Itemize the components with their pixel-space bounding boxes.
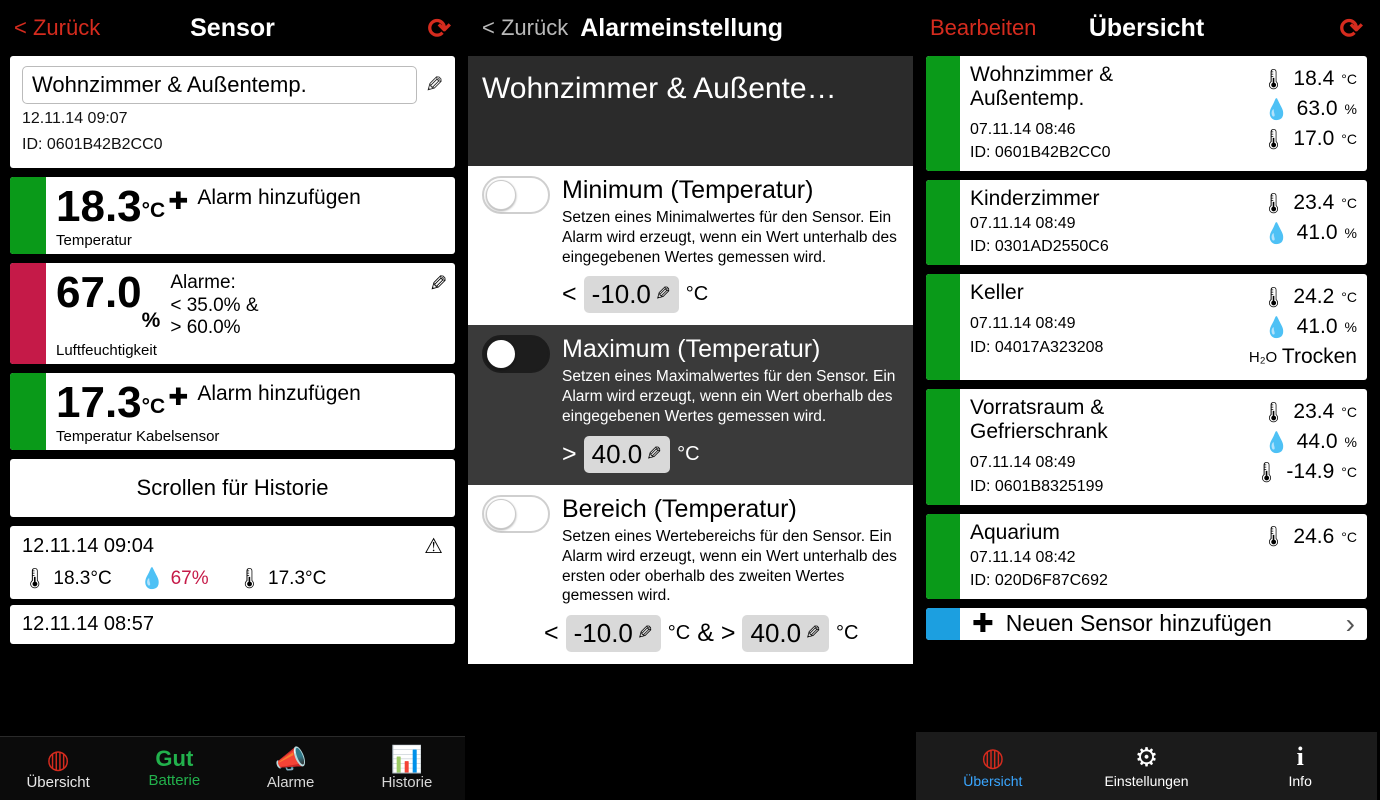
refresh-icon[interactable]: ⟳ bbox=[1339, 12, 1363, 44]
cable-thermometer-icon: 🌡 bbox=[1260, 128, 1287, 151]
pencil-icon: ✎ bbox=[636, 623, 653, 645]
alarm-title: Minimum (Temperatur) bbox=[562, 176, 814, 204]
reading-value: 63.0 bbox=[1296, 97, 1338, 120]
measurement-value: 67.0 bbox=[56, 267, 142, 317]
reading-row bbox=[1217, 397, 1357, 427]
reading-value: 24.6 bbox=[1293, 524, 1335, 548]
thermometer-icon: 🌡 bbox=[1260, 286, 1287, 309]
history-row[interactable] bbox=[10, 605, 455, 644]
edit-button[interactable]: Bearbeiten bbox=[930, 15, 1037, 40]
alarm-description: Setzen eines Minimalwertes für den Sensor. Ein Alarm wird erzeugt, wenn ein Wert unterhalb des eingegebenen Wertes gemessen wird. bbox=[562, 209, 897, 266]
reading-unit: °C bbox=[1341, 464, 1357, 481]
measurement-body bbox=[46, 263, 455, 364]
alarm-description: Setzen eines Maximalwertes für den Sensor. Ein Alarm wird erzeugt, wenn ein Wert oberhalb des eingegebenen Wertes gemessen wird. bbox=[562, 368, 896, 426]
measurement-body bbox=[46, 373, 455, 450]
value-text: -10.0 bbox=[591, 279, 651, 310]
humidity-drop-icon: 💧 bbox=[1264, 98, 1290, 121]
measurement-label: Temperatur bbox=[56, 231, 132, 249]
alarm-title: Bereich (Temperatur) bbox=[562, 494, 797, 523]
range-min-input[interactable] bbox=[566, 615, 661, 652]
reading-row bbox=[1217, 64, 1357, 94]
sensor-timestamp: 07.11.14 08:49 bbox=[970, 454, 1076, 472]
status-swatch bbox=[926, 514, 960, 599]
history-row[interactable] bbox=[10, 526, 455, 599]
value-row bbox=[56, 181, 445, 231]
toggle-maximum[interactable] bbox=[482, 335, 550, 373]
reading-row bbox=[1217, 282, 1357, 312]
status-swatch bbox=[926, 389, 960, 504]
alarm-input-row bbox=[482, 436, 899, 473]
operator-label: < bbox=[544, 619, 559, 648]
reading-value: -14.9 bbox=[1286, 460, 1335, 484]
sensor-list-item[interactable] bbox=[926, 180, 1367, 265]
tab-uebersicht[interactable] bbox=[916, 732, 1070, 800]
sensor-readings bbox=[1217, 274, 1367, 380]
reading-value: 17.0 bbox=[1293, 127, 1335, 150]
humidity-drop-icon: 💧 bbox=[1264, 431, 1290, 454]
plus-circle-icon[interactable]: ✚ bbox=[168, 384, 189, 412]
operator-label-2: & > bbox=[697, 619, 736, 648]
humidity-drop-icon: 💧 bbox=[139, 568, 165, 591]
reading-unit: °C bbox=[1341, 528, 1357, 545]
tab-einstellungen[interactable] bbox=[1070, 732, 1224, 800]
measurement-label: Luftfeuchtigkeit bbox=[56, 342, 157, 360]
maximum-value-input[interactable] bbox=[584, 436, 671, 473]
history-temp: 18.3°C bbox=[53, 567, 112, 589]
reading-value: 41.0 bbox=[1296, 315, 1338, 339]
humidity-drop-icon: 💧 bbox=[1264, 316, 1290, 339]
plus-circle-icon: ✚ bbox=[972, 608, 994, 639]
reading-row bbox=[1217, 312, 1357, 342]
megaphone-icon: 📣 bbox=[274, 744, 307, 774]
operator-label: < bbox=[562, 280, 577, 309]
refresh-icon[interactable]: ⟳ bbox=[427, 12, 451, 44]
sensor-timestamp: 07.11.14 08:49 bbox=[970, 315, 1076, 333]
tab-label: Historie bbox=[381, 774, 433, 791]
unit-label: °C bbox=[667, 622, 691, 645]
reading-unit: °C bbox=[1341, 195, 1357, 212]
status-swatch bbox=[10, 263, 46, 364]
water-h2o-icon: H₂O bbox=[1248, 348, 1278, 366]
reading-value: 23.4 bbox=[1293, 191, 1335, 215]
reading-unit: % bbox=[1344, 434, 1357, 451]
sensor-id: ID: 0601B42B2CC0 bbox=[970, 144, 1111, 162]
chevron-right-icon: › bbox=[1345, 607, 1355, 639]
overview-screen bbox=[916, 0, 1377, 800]
reading-unit: °C bbox=[1341, 289, 1357, 306]
gauge-icon: ◍ bbox=[46, 744, 70, 774]
add-alarm-label[interactable]: Alarm hinzufügen bbox=[197, 382, 361, 406]
alarm-input-row bbox=[482, 276, 899, 313]
tab-label: Übersicht bbox=[963, 772, 1023, 789]
page-title: Sensor bbox=[190, 13, 275, 42]
history-row-header bbox=[22, 534, 443, 559]
measurement-body bbox=[46, 177, 455, 254]
reading-unit: % bbox=[1344, 225, 1357, 242]
reading-unit: °C bbox=[1341, 71, 1357, 87]
reading-unit: °C bbox=[1341, 404, 1357, 421]
sensor-detail-body bbox=[0, 56, 465, 644]
reading-unit: % bbox=[1344, 101, 1357, 117]
reading-row bbox=[1217, 522, 1357, 552]
alarm-block-minimum bbox=[468, 166, 913, 325]
measurement-card-temperature[interactable] bbox=[10, 177, 455, 254]
tab-label: Alarme bbox=[266, 774, 315, 791]
sensor-info bbox=[960, 56, 1217, 171]
cable-thermometer-icon: 🌡 bbox=[1253, 461, 1280, 484]
sensor-id: ID: 0601B8325199 bbox=[970, 477, 1104, 495]
alarm-block-maximum bbox=[468, 325, 913, 484]
sensor-info bbox=[960, 389, 1217, 504]
alarm-title: Maximum (Temperatur) bbox=[562, 335, 821, 364]
status-swatch bbox=[926, 180, 960, 265]
reading-value: 18.4 bbox=[1293, 67, 1335, 90]
history-timestamp: 12.11.14 09:04 bbox=[22, 535, 154, 558]
thermometer-icon: 🌡 bbox=[1260, 68, 1287, 91]
sensor-id: ID: 0301AD2550C6 bbox=[970, 238, 1109, 256]
measurement-unit: °C bbox=[141, 395, 166, 419]
reading-row bbox=[1217, 124, 1357, 154]
pencil-icon: ✎ bbox=[646, 443, 663, 465]
alarm-summary-high: > 60.0% bbox=[170, 317, 241, 339]
reading-row bbox=[1217, 457, 1357, 487]
pencil-icon: ✎ bbox=[805, 623, 822, 645]
alarm-head bbox=[482, 495, 899, 606]
reading-row bbox=[1217, 188, 1357, 218]
sensor-list-item[interactable] bbox=[926, 56, 1367, 171]
sensor-readings bbox=[1217, 514, 1367, 599]
sensor-readings bbox=[1217, 56, 1367, 171]
navbar-overview bbox=[916, 0, 1377, 56]
sensor-header-card bbox=[10, 56, 455, 168]
alarm-head bbox=[482, 176, 899, 267]
history-row-header bbox=[22, 613, 443, 636]
navbar-alarm bbox=[468, 0, 913, 56]
sensor-list-item[interactable] bbox=[926, 389, 1367, 504]
unit-label: °C bbox=[685, 283, 709, 306]
sensor-info bbox=[960, 180, 1217, 265]
reading-unit: °C bbox=[1341, 131, 1357, 147]
reading-row bbox=[1217, 342, 1357, 372]
sensor-id: ID: 020D6F87C692 bbox=[970, 571, 1108, 589]
info-icon: i bbox=[1296, 741, 1304, 771]
sensor-list-item[interactable] bbox=[926, 274, 1367, 380]
unit-label: °C bbox=[677, 442, 700, 465]
value-row bbox=[56, 267, 445, 340]
thermometer-icon: 🌡 bbox=[1260, 192, 1287, 215]
tab-uebersicht[interactable] bbox=[0, 737, 116, 800]
measurement-card-cable-temperature[interactable] bbox=[10, 373, 455, 450]
alarm-description: Setzen eines Wertebereichs für den Sensor. Ein Alarm wird erzeugt, wenn ein Wert unterhalb des ersten oder oberhalb des zweiten Wertes gemessen wird. bbox=[562, 527, 897, 605]
value-text: 40.0 bbox=[591, 438, 643, 469]
tab-historie[interactable] bbox=[349, 737, 465, 800]
sensor-detail-screen bbox=[0, 0, 468, 800]
sensor-name: Vorratsraum & Gefrierschrank bbox=[970, 396, 1108, 444]
alarm-block-range bbox=[468, 485, 913, 664]
bar-chart-icon: 📊 bbox=[390, 744, 424, 774]
reading-value: 44.0 bbox=[1296, 430, 1338, 454]
alarm-summary bbox=[170, 270, 445, 340]
alarm-head bbox=[482, 335, 899, 426]
measurement-value: 17.3 bbox=[56, 378, 142, 428]
sensor-list bbox=[916, 56, 1377, 640]
sensor-info bbox=[960, 514, 1217, 599]
sensor-id: ID: 04017A323208 bbox=[970, 338, 1104, 356]
scroll-for-history[interactable]: Scrollen für Historie bbox=[10, 459, 455, 517]
status-swatch bbox=[926, 56, 960, 171]
page-title: Übersicht bbox=[1088, 13, 1205, 42]
history-humidity: 67% bbox=[170, 567, 209, 589]
reading-value: Trocken bbox=[1281, 345, 1357, 369]
value-text: -10.0 bbox=[573, 618, 633, 649]
history-temp2: 17.3°C bbox=[268, 567, 327, 589]
sensor-timestamp: 07.11.14 08:46 bbox=[970, 121, 1076, 138]
range-max-input[interactable] bbox=[742, 615, 829, 652]
pencil-icon[interactable]: ✎ bbox=[424, 72, 443, 97]
sensor-timestamp: 07.11.14 08:42 bbox=[970, 548, 1076, 566]
minimum-value-input[interactable] bbox=[584, 276, 679, 313]
sensor-readings bbox=[1217, 180, 1367, 265]
reading-value: 24.2 bbox=[1293, 285, 1335, 309]
sensor-name: Wohnzimmer & Außentemp. bbox=[970, 63, 1114, 110]
tab-label: Info bbox=[1288, 772, 1312, 789]
sensor-name: Keller bbox=[970, 281, 1024, 305]
measurement-value: 18.3 bbox=[56, 181, 142, 231]
back-button[interactable]: < Zurück bbox=[14, 15, 101, 40]
sensor-readings bbox=[1217, 389, 1367, 504]
tab-alarme[interactable] bbox=[233, 737, 349, 800]
reading-row bbox=[1217, 94, 1357, 124]
reading-row bbox=[1217, 427, 1357, 457]
alarm-summary-low: < 35.0% & bbox=[170, 294, 259, 316]
history-values bbox=[22, 566, 443, 591]
sensor-list-item[interactable] bbox=[926, 514, 1367, 599]
status-swatch bbox=[10, 373, 46, 450]
gears-icon: ⚙ bbox=[1134, 741, 1159, 772]
toggle-minimum[interactable] bbox=[482, 176, 550, 214]
back-button[interactable]: < Zurück bbox=[482, 15, 569, 40]
sensor-name-row bbox=[22, 66, 443, 104]
value-text: 40.0 bbox=[750, 618, 802, 649]
pencil-icon[interactable]: ✎ bbox=[428, 270, 447, 296]
navbar-sensor bbox=[0, 0, 465, 56]
add-sensor-button[interactable] bbox=[926, 608, 1367, 640]
measurement-unit: °C bbox=[141, 198, 166, 222]
sensor-name: Aquarium bbox=[970, 520, 1060, 544]
plus-circle-icon[interactable]: ✚ bbox=[168, 187, 189, 215]
sensor-name-input[interactable]: Wohnzimmer & Außentemp. bbox=[22, 66, 417, 104]
status-swatch bbox=[926, 274, 960, 380]
pencil-icon: ✎ bbox=[654, 284, 671, 306]
alarm-settings-screen bbox=[468, 0, 916, 800]
sensor-timestamp: 12.11.14 09:07 bbox=[22, 110, 128, 127]
alarm-summary-title: Alarme: bbox=[170, 271, 236, 293]
warning-icon: ⚠ bbox=[424, 535, 443, 559]
battery-status-text: Gut bbox=[155, 746, 194, 771]
sensor-info bbox=[960, 274, 1217, 380]
toggle-range[interactable] bbox=[482, 495, 550, 533]
alarm-sensor-title: Wohnzimmer & Außente… bbox=[468, 56, 913, 166]
tabbar-panel3 bbox=[916, 732, 1377, 800]
measurement-unit: % bbox=[141, 309, 161, 333]
humidity-drop-icon: 💧 bbox=[1264, 222, 1290, 245]
thermometer-icon: 🌡 bbox=[1260, 401, 1287, 424]
gauge-icon: ◍ bbox=[981, 741, 1005, 772]
alarm-input-row bbox=[482, 615, 899, 652]
tab-batterie[interactable] bbox=[116, 737, 232, 800]
operator-label: > bbox=[562, 439, 577, 468]
reading-value: 23.4 bbox=[1293, 400, 1335, 424]
sensor-name: Kinderzimmer bbox=[970, 187, 1100, 211]
history-timestamp: 12.11.14 08:57 bbox=[22, 613, 154, 636]
tab-info[interactable] bbox=[1223, 732, 1377, 800]
add-sensor-label: Neuen Sensor hinzufügen bbox=[1005, 610, 1272, 637]
value-row bbox=[56, 380, 445, 426]
status-swatch bbox=[10, 177, 46, 254]
reading-row bbox=[1217, 218, 1357, 248]
tab-label: Batterie bbox=[148, 772, 201, 789]
thermometer-icon: 🌡 bbox=[22, 568, 48, 591]
unit-label-2: °C bbox=[836, 622, 859, 645]
measurement-label: Temperatur Kabelsensor bbox=[56, 428, 220, 446]
add-swatch bbox=[926, 608, 960, 640]
page-title: Alarmeinstellung bbox=[580, 13, 784, 42]
sensor-id: ID: 0601B42B2CC0 bbox=[22, 135, 163, 153]
add-alarm-label[interactable]: Alarm hinzufügen bbox=[197, 185, 361, 209]
measurement-card-humidity[interactable] bbox=[10, 263, 455, 364]
cable-thermometer-icon: 🌡 bbox=[236, 568, 263, 591]
tab-label: Übersicht bbox=[26, 774, 90, 791]
reading-value: 41.0 bbox=[1296, 221, 1338, 245]
thermometer-icon: 🌡 bbox=[1260, 526, 1287, 549]
sensor-timestamp: 07.11.14 08:49 bbox=[970, 215, 1076, 233]
tabbar-panel1 bbox=[0, 736, 465, 800]
tab-label: Einstellungen bbox=[1104, 772, 1189, 789]
reading-unit: % bbox=[1344, 319, 1357, 336]
